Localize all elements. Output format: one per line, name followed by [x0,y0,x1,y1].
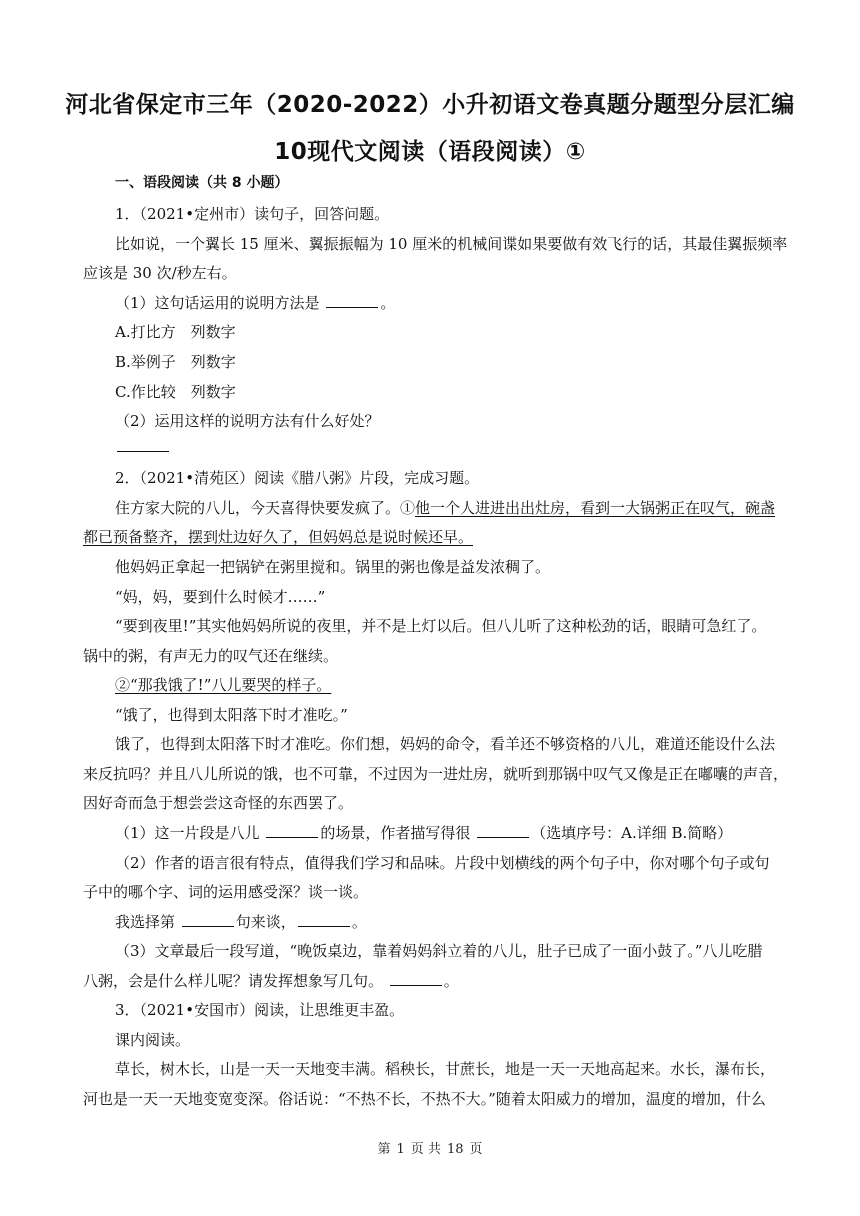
q3-passage-line-2: 河也是一天一天地变宽变深。俗话说：“不热不长，不热不大。”随着太阳威力的增加，温度的增加，什么 [83,1090,766,1108]
q2-underlined-sentence-1-part-2: 都已预备整齐，摆到灶边好久了，但妈妈总是说时候还早。 [83,528,474,546]
q2-sub1-text-a: （1）这一片段是八儿 [115,824,260,842]
page-footer [0,1138,860,1157]
q2-sub1-text-b: 的场景，作者描写得很 [320,824,471,842]
q2-stem: 2．（2021•清苑区）阅读《腊八粥》片段，完成习题。 [115,469,480,487]
q1-subquestion-2: （2）运用这样的说明方法有什么好处？ [115,412,380,430]
q1-option-c: C.作比较 列数字 [115,383,236,401]
footer-page-number: 1 [396,1142,405,1157]
footer-prefix: 第 [377,1142,391,1157]
q2-sub2-answer-blank-2[interactable] [298,912,350,927]
q3-intro: 课内阅读。 [115,1031,191,1049]
q2-subquestion-1 [115,822,732,844]
q2-underlined-sentence-1-part-1: 他一个人进进出出灶房，看到一大锅粥正在叹气，碗盏 [415,499,776,517]
q2-para-6: “饿了，也得到太阳落下时才准吃。” [115,706,348,724]
q2-sub2-text-b: 句来谈， [235,913,296,931]
q1-sub2-answer-blank[interactable] [117,437,169,452]
q2-para-4-line-1: “要到夜里!”其实他妈妈所说的夜里，并不是上灯以后。但八儿听了这种松劲的话，眼睛可急红了。 [115,617,767,635]
q1-passage-line-1: 比如说，一个翼长 15 厘米、翼振振幅为 10 厘米的机械间谍如果要做有效飞行的话，其最佳翼振频率 [115,235,788,253]
document-title-line-1: 河北省保定市三年（2020-2022）小升初语文卷真题分题型分层汇编 [65,92,795,118]
q2-para-7-line-3: 因好奇而急于想尝尝这奇怪的东西罢了。 [83,794,354,812]
q2-subquestion-3-line-2 [83,970,459,992]
q2-para-2: 他妈妈正拿起一把锅铲在粥里搅和。锅里的粥也像是益发浓稠了。 [115,558,551,576]
q2-sub2-text-c: 。 [351,913,367,931]
q3-stem: 3．（2021•安国市）阅读，让思维更丰盈。 [115,1001,405,1019]
q2-sub2-answer-blank-1[interactable] [182,912,234,927]
q2-para-1-line-1 [115,497,775,519]
q1-sub2-answer-line[interactable] [115,436,171,458]
q2-subquestion-2-answer [115,911,367,933]
q1-stem: 1．（2021•定州市）读句子，回答问题。 [115,205,390,223]
q1-passage-line-2: 应该是 30 次/秒左右。 [83,264,237,282]
q2-sub3-answer-blank[interactable] [390,971,442,986]
q1-subquestion-1 [115,292,395,314]
q2-para-4-line-2: 锅中的粥，有声无力的叹气还在继续。 [83,647,339,665]
q2-subquestion-2-line-2: 子中的哪个字、词的运用感受深？谈一谈。 [83,883,369,901]
q2-sub1-answer-blank-1[interactable] [266,823,318,838]
q2-subquestion-2-line-1: （2）作者的语言很有特点，值得我们学习和品味。片段中划横线的两个句子中，你对哪个句子或句 [115,854,770,872]
q1-sub1-text: （1）这句话运用的说明方法是 [115,294,320,312]
q1-sub1-end: 。 [380,294,396,312]
q1-option-a: A.打比方 列数字 [115,323,236,341]
q2-para-7-line-2: 来反抗吗？并且八儿所说的饿，也不可靠，不过因为一进灶房，就听到那锅中叹气又像是正在嘟囔的声音， [83,765,789,783]
document-title-line-2: 10现代文阅读（语段阅读）① [274,139,586,165]
q2-underlined-sentence-2: ②“那我饿了!”八儿要哭的样子。 [115,676,332,694]
q2-para-1-lead: 住方家大院的八儿，今天喜得快要发疯了。① [115,499,416,517]
q3-passage-line-1: 草长，树木长，山是一天一天地变丰满。稻秧长，甘蔗长，地是一天一天地高起来。水长，瀑布长， [115,1060,776,1078]
q2-para-3: “妈，妈，要到什么时候才……” [115,588,326,606]
q1-sub1-answer-blank[interactable] [326,293,378,308]
q2-sub1-text-c: （选填序号：A.详细 B.简略） [531,824,733,842]
section-heading: 一、语段阅读（共 8 小题） [115,175,289,191]
q2-subquestion-3-line-1: （3）文章最后一段写道，“晚饭桌边，靠着妈妈斜立着的八儿，肚子已成了一面小鼓了。”八儿吃腊 [115,942,763,960]
q1-option-b: B.举例子 列数字 [115,353,236,371]
q2-sub2-text-a: 我选择第 [115,913,176,931]
q2-sub3-text: 八粥，会是什么样儿呢？请发挥想象写几句。 [83,972,384,990]
footer-suffix: 页 [469,1142,483,1157]
q2-para-7-line-1: 饿了，也得到太阳落下时才准吃。你们想，妈妈的命令，看羊还不够资格的八儿，难道还能设什么法 [115,735,776,753]
q2-sub1-answer-blank-2[interactable] [477,823,529,838]
q2-sub3-end: 。 [443,972,459,990]
footer-middle: 页 共 [410,1142,441,1157]
footer-total-pages: 18 [446,1142,464,1157]
